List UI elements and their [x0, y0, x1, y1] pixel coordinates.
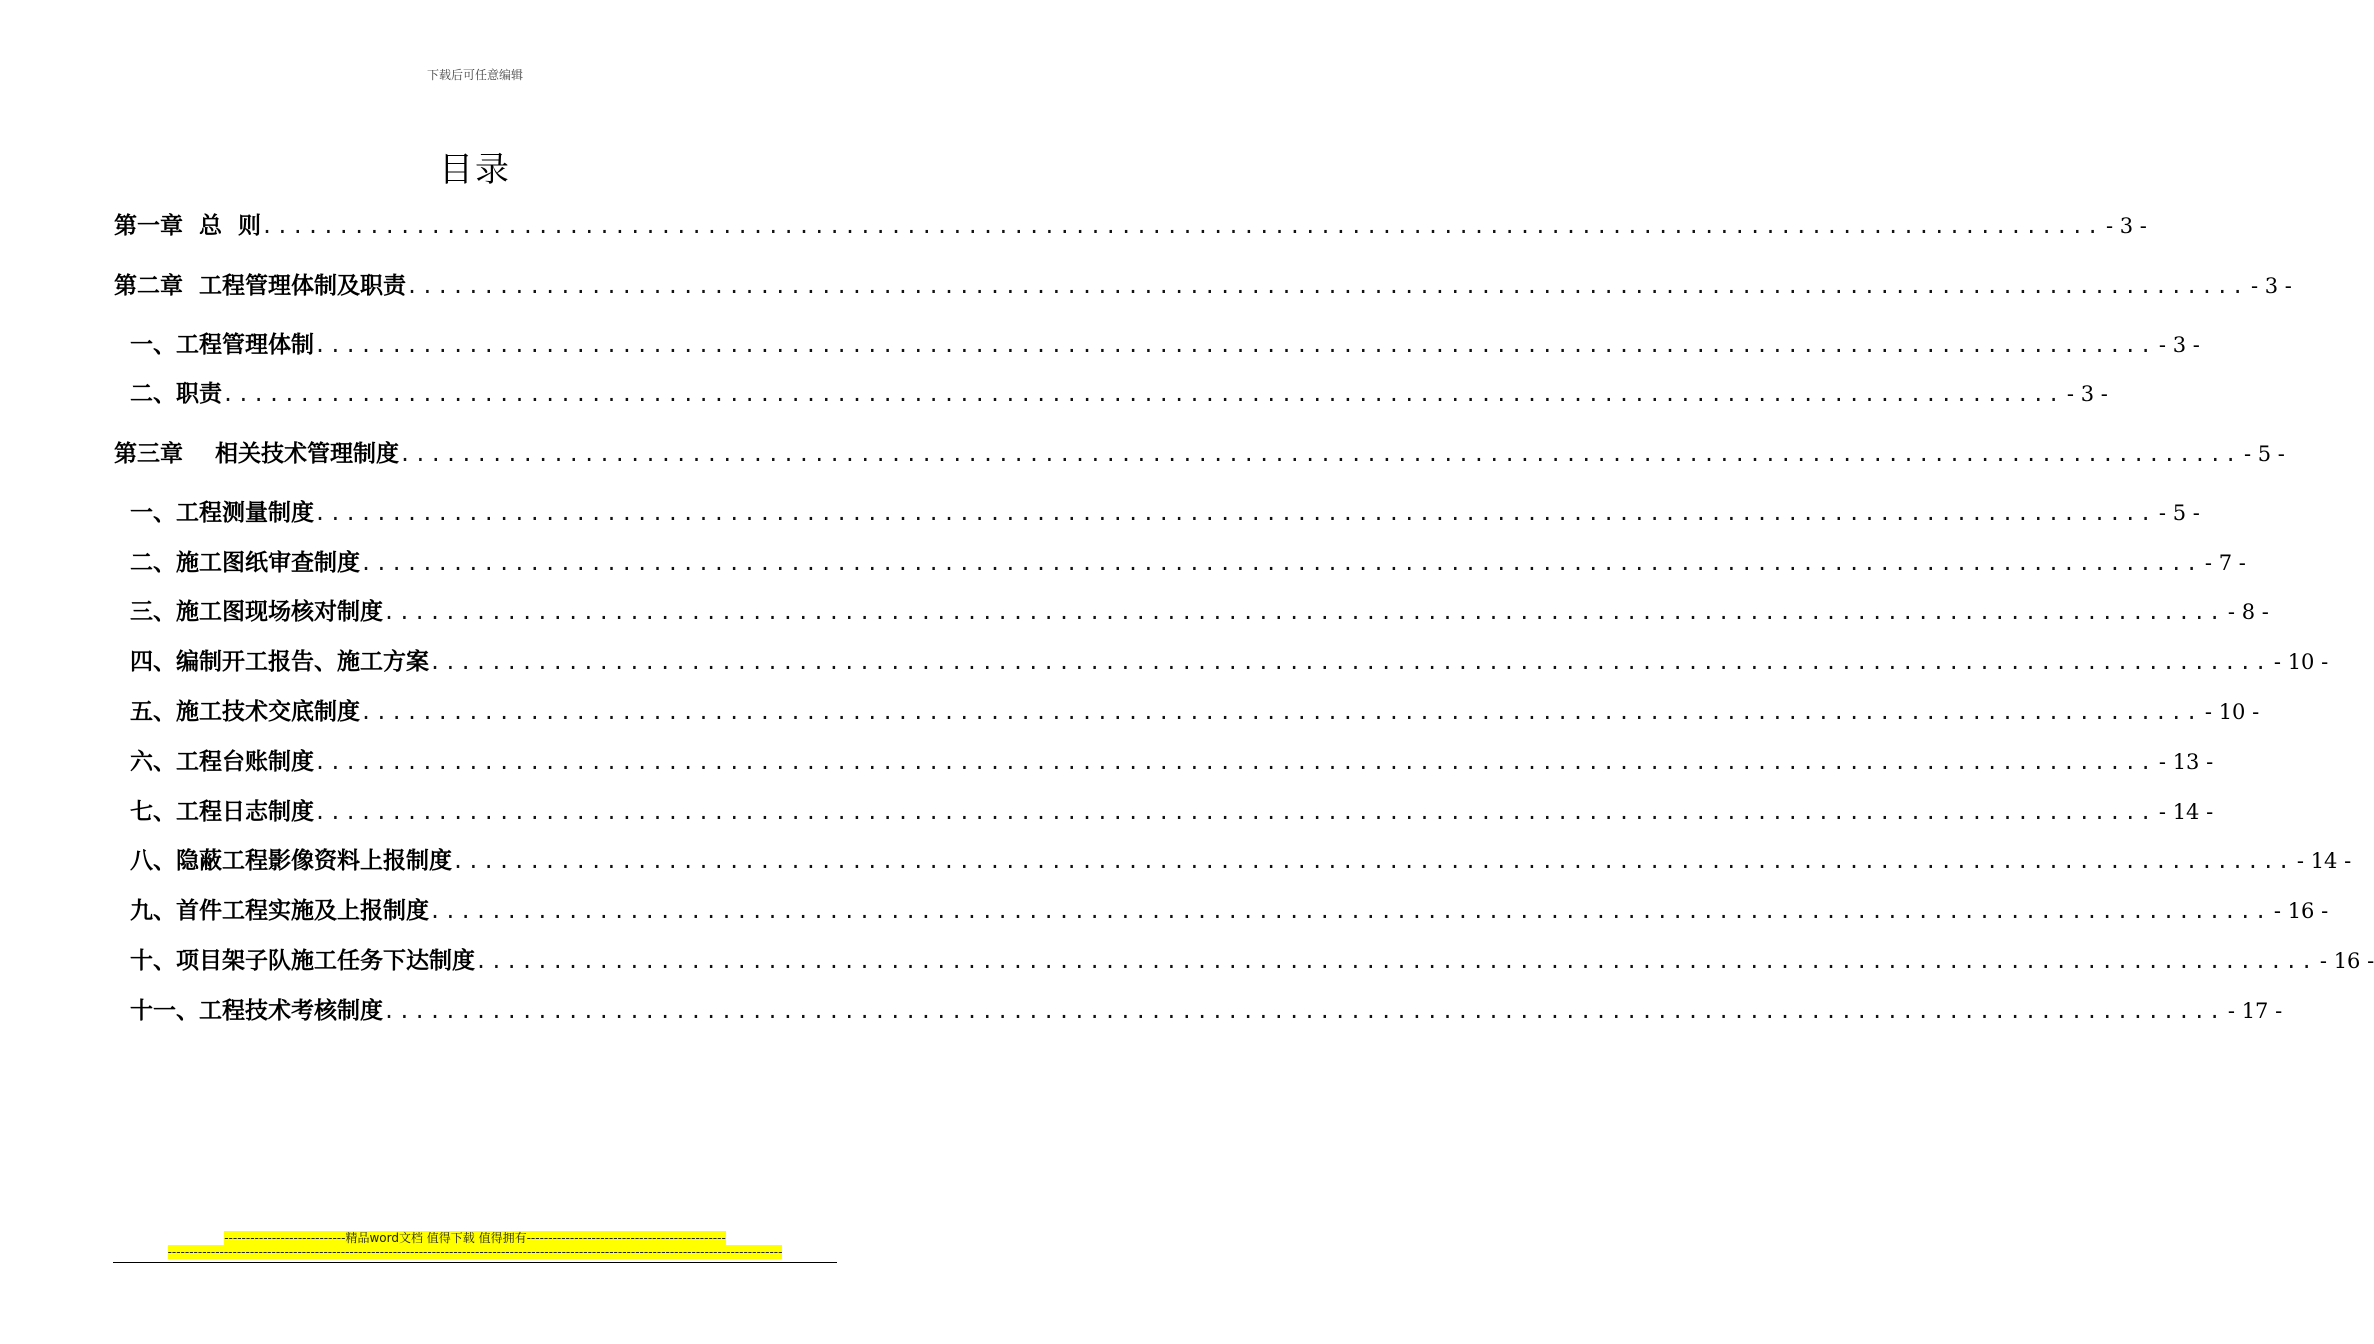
toc-entry-3-5[interactable] [130, 696, 2260, 728]
toc-entry-label: 十、项目架子队施工任务下达制度 [130, 948, 475, 974]
toc-entry-chapter-2[interactable] [114, 270, 2292, 302]
toc-entry-3-11[interactable] [130, 995, 2283, 1027]
toc-entry-page: - 17 - [2227, 999, 2283, 1023]
toc-entry-label: 第二章 工程管理体制及职责 [114, 273, 407, 299]
toc-entry-label: 第三章 相关技术管理制度 [114, 441, 400, 467]
toc-entry-page: - 14 - [2158, 800, 2214, 824]
toc-entry-page: - 3 - [2105, 214, 2147, 238]
toc-entry-2-1[interactable] [130, 329, 2200, 361]
dot-leader: ........................................................................................................................ [383, 999, 2224, 1023]
dot-leader: ........................................................................................................................ [429, 650, 2270, 674]
toc-entry-page: - 8 - [2227, 600, 2269, 624]
dot-leader: ........................................................................................................................ [406, 274, 2247, 298]
toc-entry-page: - 3 - [2250, 274, 2292, 298]
dot-leader: ........................................................................................................................ [399, 442, 2240, 466]
toc-entry-page: - 5 - [2158, 501, 2200, 525]
dot-leader: ........................................................................................................................ [475, 949, 2316, 973]
toc-entry-label: 一、工程测量制度 [130, 500, 314, 526]
toc-entry-page: - 13 - [2158, 750, 2214, 774]
toc-entry-page: - 5 - [2243, 442, 2285, 466]
toc-entry-page: - 10 - [2273, 650, 2329, 674]
dot-leader: ........................................................................................................................ [222, 382, 2063, 406]
toc-entry-label: 八、隐蔽工程影像资料上报制度 [130, 848, 452, 874]
toc-entry-3-6[interactable] [130, 746, 2214, 778]
dot-leader: ........................................................................................................................ [360, 700, 2201, 724]
footer-banner-line-1 [0, 1229, 950, 1246]
dot-leader: ........................................................................................................................ [314, 333, 2155, 357]
dot-leader: ........................................................................................................................ [360, 551, 2201, 575]
toc-entry-page: - 16 - [2273, 899, 2329, 923]
dot-leader: ........................................................................................................................ [314, 800, 2155, 824]
dot-leader: ........................................................................................................................ [383, 600, 2224, 624]
toc-entry-page: - 14 - [2296, 849, 2352, 873]
toc-entry-page: - 3 - [2066, 382, 2108, 406]
footer-banner-line-2 [0, 1245, 950, 1259]
toc-entry-3-9[interactable] [130, 895, 2329, 927]
toc-entry-3-7[interactable] [130, 796, 2214, 828]
toc-entry-3-1[interactable] [130, 497, 2200, 529]
toc-entry-3-8[interactable] [130, 845, 2352, 877]
toc-entry-page: - 10 - [2204, 700, 2260, 724]
toc-entry-label: 二、职责 [130, 381, 222, 407]
toc-entry-chapter-3[interactable] [114, 438, 2285, 470]
footer-divider [113, 1262, 837, 1263]
toc-entry-label: 七、工程日志制度 [130, 799, 314, 825]
toc-entry-label: 一、工程管理体制 [130, 332, 314, 358]
toc-entry-3-2[interactable] [130, 547, 2246, 579]
dot-leader: ........................................................................................................................ [314, 501, 2155, 525]
dot-leader: ........................................................................................................................ [429, 899, 2270, 923]
toc-entry-3-3[interactable] [130, 596, 2269, 628]
footer-text: ----------------------------精品word文档 值得下载 值得拥有---------------------------------------------- [224, 1231, 726, 1245]
toc-entry-chapter-1[interactable] [114, 210, 2147, 242]
toc-entry-3-10[interactable] [130, 945, 2374, 977]
dot-leader: ........................................................................................................................ [261, 214, 2102, 238]
toc-entry-label: 十一、工程技术考核制度 [130, 998, 383, 1024]
toc-entry-label: 第一章 总 则 [114, 213, 262, 239]
toc-entry-label: 三、施工图现场核对制度 [130, 599, 383, 625]
toc-entry-page: - 3 - [2158, 333, 2200, 357]
footer-text: ---------------------------------------------------------------------------------------------------------------------------------------------- [167, 1245, 783, 1259]
toc-entry-label: 二、施工图纸审查制度 [130, 550, 360, 576]
dot-leader: ........................................................................................................................ [314, 750, 2155, 774]
toc-entry-3-4[interactable] [130, 646, 2329, 678]
toc-entry-label: 四、编制开工报告、施工方案 [130, 649, 429, 675]
toc-entry-label: 九、首件工程实施及上报制度 [130, 898, 429, 924]
page-title: 目录 [439, 150, 511, 190]
toc-entry-label: 五、施工技术交底制度 [130, 699, 360, 725]
dot-leader: ........................................................................................................................ [452, 849, 2293, 873]
toc-entry-page: - 16 - [2319, 949, 2374, 973]
toc-entry-page: - 7 - [2204, 551, 2246, 575]
toc-entry-2-2[interactable] [130, 378, 2108, 410]
toc-entry-label: 六、工程台账制度 [130, 749, 314, 775]
header-note: 下载后可任意编辑 [426, 68, 523, 82]
